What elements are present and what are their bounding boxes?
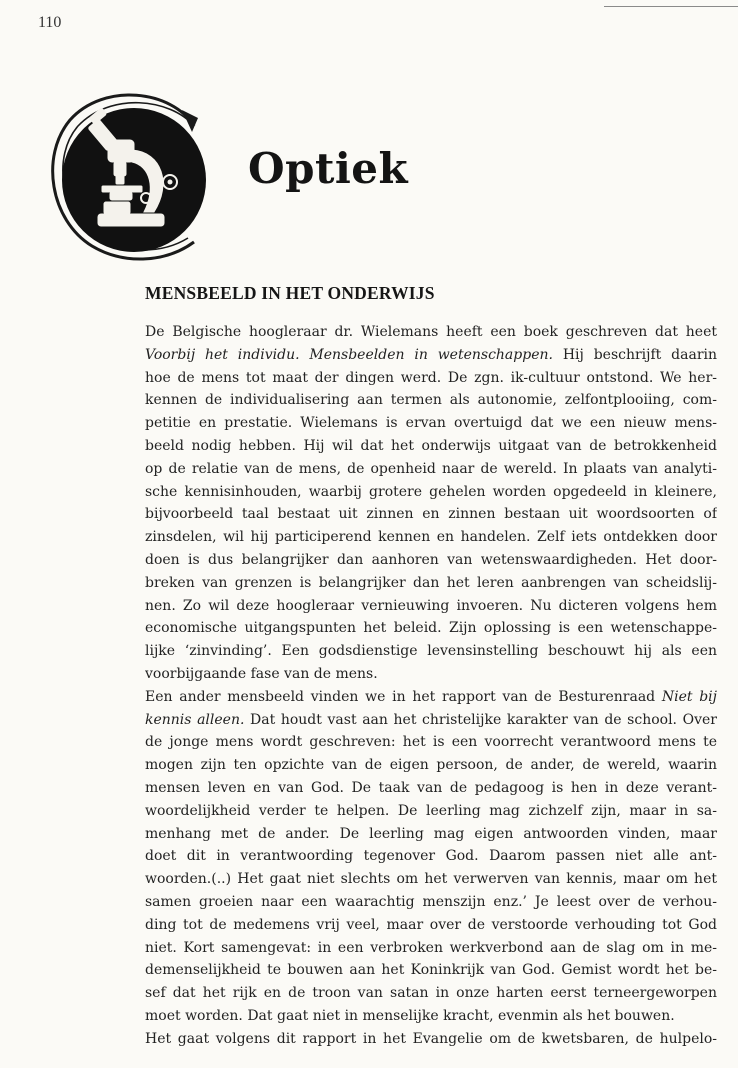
body-line — [145, 959, 717, 982]
body-line — [145, 458, 717, 481]
body-line-text: mensen leven en van God. De taak van de pedagoog is hen in deze verant- — [145, 779, 717, 796]
italic-title-text: Niet bij — [661, 688, 717, 705]
body-line-text: Een ander mensbeeld vinden we in het rapport van de Besturenraad — [145, 688, 662, 705]
body-line-text: nen. Zo wil deze hoogleraar vernieuwing invoeren. Nu dicteren volgens hem — [145, 597, 717, 614]
body-line-text: op de relatie van de mens, de openheid naar de wereld. In plaats van analyti- — [145, 460, 717, 477]
body-line-text: demenselijkheid te bouwen aan het Koninkrijk van God. Gemist wordt het be- — [145, 962, 717, 979]
body-line — [145, 731, 717, 754]
body-line-text: ding tot de medemens vrij veel, maar over de verstoorde verhouding tot God — [145, 916, 717, 933]
body-line — [145, 389, 717, 412]
body-line — [145, 663, 717, 686]
body-line-text: hoe de mens tot maat der dingen werd. De zgn. ik-cultuur ontstond. We her- — [145, 369, 717, 386]
body-line-text: petitie en prestatie. Wielemans is ervan overtuigd dat we een nieuw mens- — [145, 415, 717, 432]
body-line — [145, 572, 717, 595]
body-line-text: doen is dus belangrijker dan aanhoren van wetenswaardigheden. Het door- — [145, 551, 717, 568]
body-line — [145, 1005, 717, 1028]
body-line-text: Het gaat volgens dit rapport in het Evangelie om de kwetsbaren, de hulpelo- — [145, 1030, 717, 1047]
body-line-text: breken van grenzen is belangrijker dan het leren aanbrengen van scheidslij- — [145, 574, 717, 591]
body-line — [145, 754, 717, 777]
body-line-text: Hij beschrijft daarin — [552, 346, 717, 363]
body-line — [145, 412, 717, 435]
body-line — [145, 617, 717, 640]
body-line — [145, 549, 717, 572]
body-line — [145, 777, 717, 800]
body-line-text: sche kennisinhouden, waarbij grotere gehelen worden opgedeeld in kleinere, — [145, 483, 717, 500]
body-line-text: doet dit in verantwoording tegenover God. Daarom passen niet alle ant- — [145, 848, 717, 865]
body-line — [145, 640, 717, 663]
body-line — [145, 937, 717, 960]
body-line — [145, 709, 717, 732]
page-number: 110 — [38, 14, 62, 31]
chapter-title: Optiek — [248, 144, 409, 193]
body-line — [145, 823, 717, 846]
body-line-text: de jonge mens wordt geschreven: het is een voorrecht verantwoord mens te — [145, 734, 717, 751]
body-line — [145, 435, 717, 458]
body-line-text: moet worden. Dat gaat niet in menselijke kracht, evenmin als het bouwen. — [145, 1007, 675, 1024]
body-line — [145, 868, 717, 891]
body-line-text: menhang met de ander. De leerling mag eigen antwoorden vinden, maar — [145, 825, 717, 842]
body-text — [145, 321, 717, 1051]
body-line-text: woorden.(..) Het gaat niet slechts om het verwerven van kennis, maar om het — [145, 871, 717, 888]
body-line — [145, 1028, 717, 1051]
body-line-text: woordelijkheid verder te helpen. De leerling mag zichzelf zijn, maar in sa- — [145, 802, 717, 819]
body-line-text: sef dat het rijk en de troon van satan in onze harten eerst terneergeworpen — [145, 985, 717, 1002]
body-line — [145, 321, 717, 344]
body-line — [145, 526, 717, 549]
microscope-logo-icon — [44, 80, 214, 262]
body-line-text: bijvoorbeeld taal bestaat uit zinnen en zinnen bestaan uit woordsoorten of — [145, 506, 717, 523]
body-line — [145, 595, 717, 618]
body-line — [145, 891, 717, 914]
body-line-text: De Belgische hoogleraar dr. Wielemans heeft een boek geschreven dat heet — [145, 324, 717, 340]
body-line — [145, 845, 717, 868]
body-line-text: lijke ‘zinvinding’. Een godsdienstige levensinstelling beschouwt hij als een — [145, 643, 717, 660]
body-line — [145, 367, 717, 390]
italic-title-text: kennis alleen. — [145, 711, 245, 728]
body-line — [145, 914, 717, 937]
body-line-text: voorbijgaande fase van de mens. — [145, 665, 378, 682]
body-line-text: samen groeien naar een waarachtig menszijn enz.’ Je leest over de verhou- — [145, 893, 717, 910]
body-line-text: beeld nodig hebben. Hij wil dat het onderwijs uitgaat van de betrokkenheid — [145, 437, 717, 454]
body-line-text: niet. Kort samengevat: in een verbroken werkverbond aan de slag om in me- — [145, 939, 717, 956]
top-rule — [604, 6, 738, 7]
body-line — [145, 344, 717, 367]
italic-title-text: Voorbij het individu. Mensbeelden in wetenschappen. — [145, 346, 553, 363]
body-line-text: mogen zijn ten opzichte van de eigen persoon, de ander, de wereld, waarin — [145, 757, 717, 774]
body-line — [145, 481, 717, 504]
body-line — [145, 800, 717, 823]
body-line — [145, 503, 717, 526]
body-line — [145, 982, 717, 1005]
body-line-text: zinsdelen, wil hij participerend kennen en handelen. Zelf iets ontdekken door — [145, 529, 717, 546]
body-line-text: Dat houdt vast aan het christelijke karakter van de school. Over — [244, 711, 717, 728]
section-heading: MENSBEELD IN HET ONDERWIJS — [145, 283, 435, 303]
body-line-text: kennen de individualisering aan termen als autonomie, zelfontplooiing, com- — [145, 392, 717, 409]
body-line-text: economische uitgangspunten het beleid. Zijn oplossing is een wetenschappe- — [145, 620, 717, 637]
body-line — [145, 686, 717, 709]
